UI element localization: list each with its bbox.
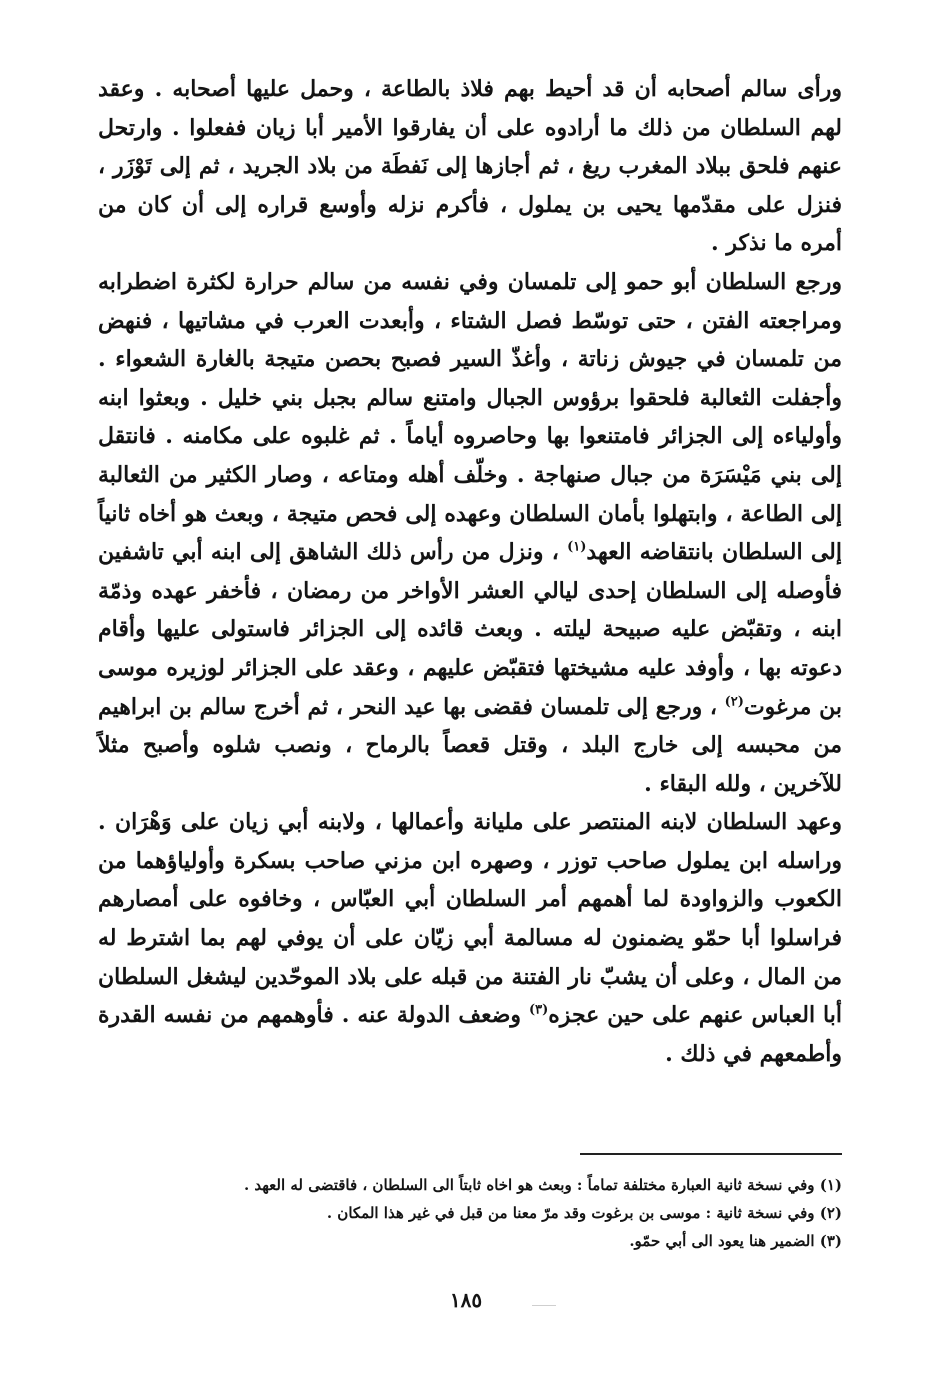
paragraph-text: ورجع السلطان أبو حمو إلى تلمسان وفي نفسه من سالم حرارة لكثرة اضطرابه ومراجعته الفتن ، حتى توسّط فصل الشتاء ، وأبعدت العرب في مشاتيها ، فنهض من تلمسان في جيوش زناتة ، وأغذّ السير فصبح بحصن متيجة بالغارة الشعواء . وأجفلت الثعالبة فلحقوا برؤوس الجبال وامتنع سالم بجبل بني خليل . وبعثوا ابنه وأولياءه إلى الجزائر فامتنعوا بها وحاصروه أياماً . ثم غلبوه على مكامنه . فانتقل إلى بني مَيْسَرَة من جبال صنهاجة . وخلّف أهله ومتاعه ، وصار الكثير من الثعالبة إلى الطاعة ، وابتهلوا بأمان السلطان وعهده إلى فحص متيجة ، وبعث هو أخاه ثانياً إلى السلطان بانتقاضه العهد <box>98 268 842 566</box>
footnote-ref-3: (٣) <box>528 1002 549 1018</box>
paragraph-text: وعهد السلطان لابنه المنتصر على مليانة وأعمالها ، ولابنه أبي زيان على وَهْرَان . وراسله ابن يملول صاحب توزر ، وصهره ابن مزني صاحب بسكرة وأولياؤهما من الكعوب والزواودة لما أهمهم أمر السلطان أبي العبّاس ، وخافوه على أمصارهم فراسلوا أبا حمّو يضمنون له مسالمة أبي زيّان على أن يوفي لهم بما اشترط له من المال ، وعلى أن يشبّ نار الفتنة من قبله على بلاد الموحّدين ليشغل السلطان أبا العباس عنهم على حين عجزه <box>98 809 842 1029</box>
paragraph-2 <box>98 263 842 803</box>
paragraph-1 <box>98 70 842 263</box>
paragraph-text: ، ورجع إلى تلمسان فقضى بها عيد النحر ، ثم أخرج سالم بن ابراهيم من محبسه إلى خارج البلد ، وقتل قعصاً بالرماح ، ونصب شلوه وأصبح مثلاً للآخرين ، ولله البقاء . <box>98 693 842 797</box>
footnote-1: (١) وفي نسخة ثانية العبارة مختلفة تماماً : وبعث هو اخاه ثابتاً الى السلطان ، فاقتضى له العهد . <box>243 1176 842 1194</box>
paragraph-text: ورأى سالم أصحابه أن قد أحيط بهم فلاذ بالطاعة ، وحمل عليها أصحابه . وعقد لهم السلطان من ذلك ما أرادوه على أن يفارقوا الأمير أبا زيان ففعلوا . وارتحل عنهم فلحق ببلاد المغرب ريغ ، ثم أجازها إلى نَفطَة من بلاد الجريد ، ثم إلى تَوْزَر ، فنزل على مقدّمها يحيى بن يملول ، فأكرم نزله وأوسع قراره إلى أن كان من أمره ما نذكر . <box>98 76 842 257</box>
page-number: ١٨٥ <box>449 1288 483 1312</box>
body-text <box>98 70 842 1073</box>
paragraph-3 <box>98 803 842 1073</box>
paragraph-text: ، ونزل من رأس ذلك الشاهق إلى ابنه أبي تاشفين فأوصله إلى السلطان إحدى ليالي العشر الأواخر من رمضان ، فأخفر عهده وذمّة ابنه ، وتقبّض عليه صبيحة ليلته . وبعث قائده إلى الجزائر فاستولى عليها وأقام دعوته بها ، وأوفد عليه مشيختها فتقبّض عليهم ، وعقد على الجزائر لوزيره موسى بن مرغوت <box>98 539 842 720</box>
paragraph-text: وضعف الدولة عنه . فأوهمهم من نفسه القدرة وأطمعهم في ذلك . <box>98 1002 842 1067</box>
footnotes <box>98 1171 842 1255</box>
scan-speck <box>532 1305 556 1306</box>
footnote-ref-2: (٢) <box>724 694 744 710</box>
footnote-2: (٢) وفي نسخة ثانية : موسى بن برغوت وقد مرّ معنا من قبل في غير هذا المكان . <box>326 1204 842 1222</box>
footnote-3: (٣) الضمير هنا يعود الى أبي حمّو. <box>629 1232 842 1250</box>
footnote-ref-1: (١) <box>567 539 587 555</box>
footnote-divider <box>580 1153 842 1155</box>
